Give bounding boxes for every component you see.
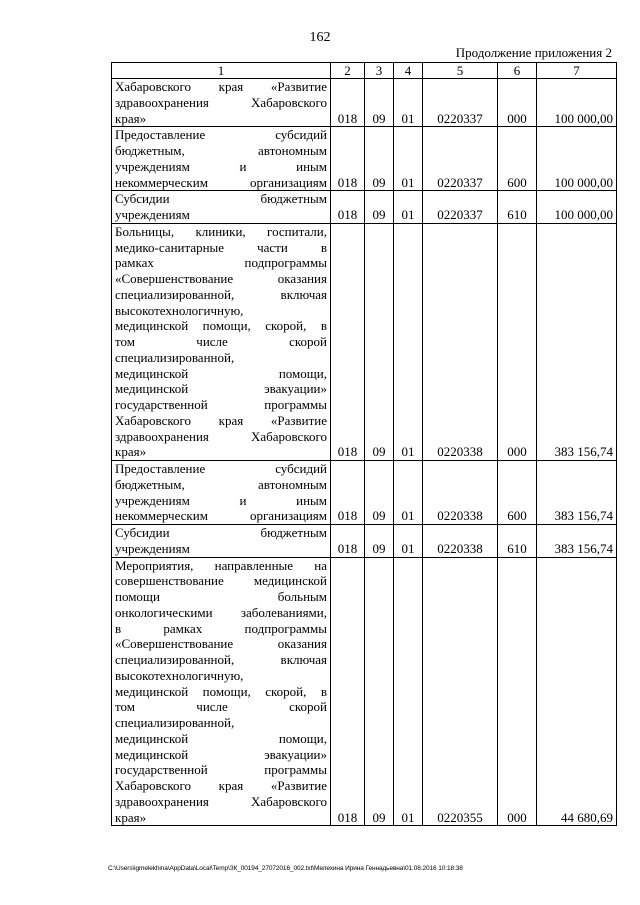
- row-amount: 383 156,74: [537, 525, 617, 558]
- row-section-code: 09: [365, 223, 394, 460]
- row-amount: 100 000,00: [537, 127, 617, 191]
- row-section-code: 09: [365, 127, 394, 191]
- row-subsection-code: 01: [394, 79, 423, 127]
- table-header-row: [112, 63, 617, 79]
- row-ministry-code: 018: [331, 191, 365, 224]
- row-description: Больницы, клиники, госпитали, медико-санитарные части в рамках подпрограммы «Совершенствование оказания специализированной, включая высокотехнологичную, медицинской помощи, скорой, в том числе скорой специализированной, медицинской помощи, медицинской эвакуации» государственной программы Хабаровского края «Развитие здравоохранения Хабаровского края»: [112, 223, 331, 460]
- page-number: 162: [309, 30, 331, 45]
- row-subsection-code: 01: [394, 525, 423, 558]
- row-section-code: 09: [365, 525, 394, 558]
- row-expense-type-code: 000: [498, 223, 537, 460]
- row-description: Хабаровского края «Развитие здравоохранения Хабаровского края»: [112, 79, 331, 127]
- table-row: [112, 223, 617, 460]
- header-cell: 4: [394, 63, 423, 79]
- row-expense-type-code: 000: [498, 557, 537, 826]
- row-subsection-code: 01: [394, 461, 423, 525]
- row-target-code: 0220337: [423, 191, 498, 224]
- table-row: [112, 557, 617, 826]
- row-amount: 100 000,00: [537, 191, 617, 224]
- row-target-code: 0220355: [423, 557, 498, 826]
- row-subsection-code: 01: [394, 223, 423, 460]
- row-ministry-code: 018: [331, 79, 365, 127]
- row-ministry-code: 018: [331, 223, 365, 460]
- table-row: [112, 191, 617, 224]
- row-section-code: 09: [365, 557, 394, 826]
- row-amount: 44 680,69: [537, 557, 617, 826]
- row-subsection-code: 01: [394, 557, 423, 826]
- header-cell: 7: [537, 63, 617, 79]
- continuation-label: Продолжение приложения 2: [455, 45, 612, 60]
- row-section-code: 09: [365, 79, 394, 127]
- budget-table: [111, 62, 617, 826]
- row-section-code: 09: [365, 461, 394, 525]
- row-target-code: 0220337: [423, 79, 498, 127]
- table-row: [112, 79, 617, 127]
- row-amount: 383 156,74: [537, 223, 617, 460]
- row-ministry-code: 018: [331, 127, 365, 191]
- row-ministry-code: 018: [331, 461, 365, 525]
- row-target-code: 0220337: [423, 127, 498, 191]
- row-ministry-code: 018: [331, 557, 365, 826]
- row-description: Субсидии бюджетным учреждениям: [112, 191, 331, 224]
- row-ministry-code: 018: [331, 525, 365, 558]
- header-cell: 3: [365, 63, 394, 79]
- row-expense-type-code: 000: [498, 79, 537, 127]
- row-amount: 383 156,74: [537, 461, 617, 525]
- row-subsection-code: 01: [394, 127, 423, 191]
- table-row: [112, 461, 617, 525]
- file-path-footer: C:\Users\igmelekhina\AppData\Local\Temp\ЗК_00194_27072016_002.txt\Мелехина Ирина Геннадьевна\01.08.2016 10:18:38: [108, 865, 463, 872]
- row-description: Предоставление субсидий бюджетным, автономным учреждениям и иным некоммерческим организациям: [112, 461, 331, 525]
- header-cell: 1: [112, 63, 331, 79]
- header-cell: 6: [498, 63, 537, 79]
- row-expense-type-code: 600: [498, 127, 537, 191]
- row-description: Предоставление субсидий бюджетным, автономным учреждениям и иным некоммерческим организациям: [112, 127, 331, 191]
- table-row: [112, 525, 617, 558]
- row-section-code: 09: [365, 191, 394, 224]
- row-expense-type-code: 600: [498, 461, 537, 525]
- row-amount: 100 000,00: [537, 79, 617, 127]
- row-target-code: 0220338: [423, 525, 498, 558]
- row-description: Мероприятия, направленные на совершенствование медицинской помощи больным онкологическими заболеваниями, в рамках подпрограммы «Совершенствование оказания специализированной, включая высокотехнологичную, медицинской помощи, скорой, в том числе скорой специализированной, медицинской помощи, медицинской эвакуации» государственной программы Хабаровского края «Развитие здравоохранения Хабаровского края»: [112, 557, 331, 826]
- table-row: [112, 127, 617, 191]
- row-expense-type-code: 610: [498, 191, 537, 224]
- row-description: Субсидии бюджетным учреждениям: [112, 525, 331, 558]
- row-subsection-code: 01: [394, 191, 423, 224]
- header-cell: 5: [423, 63, 498, 79]
- row-target-code: 0220338: [423, 223, 498, 460]
- row-target-code: 0220338: [423, 461, 498, 525]
- row-expense-type-code: 610: [498, 525, 537, 558]
- header-cell: 2: [331, 63, 365, 79]
